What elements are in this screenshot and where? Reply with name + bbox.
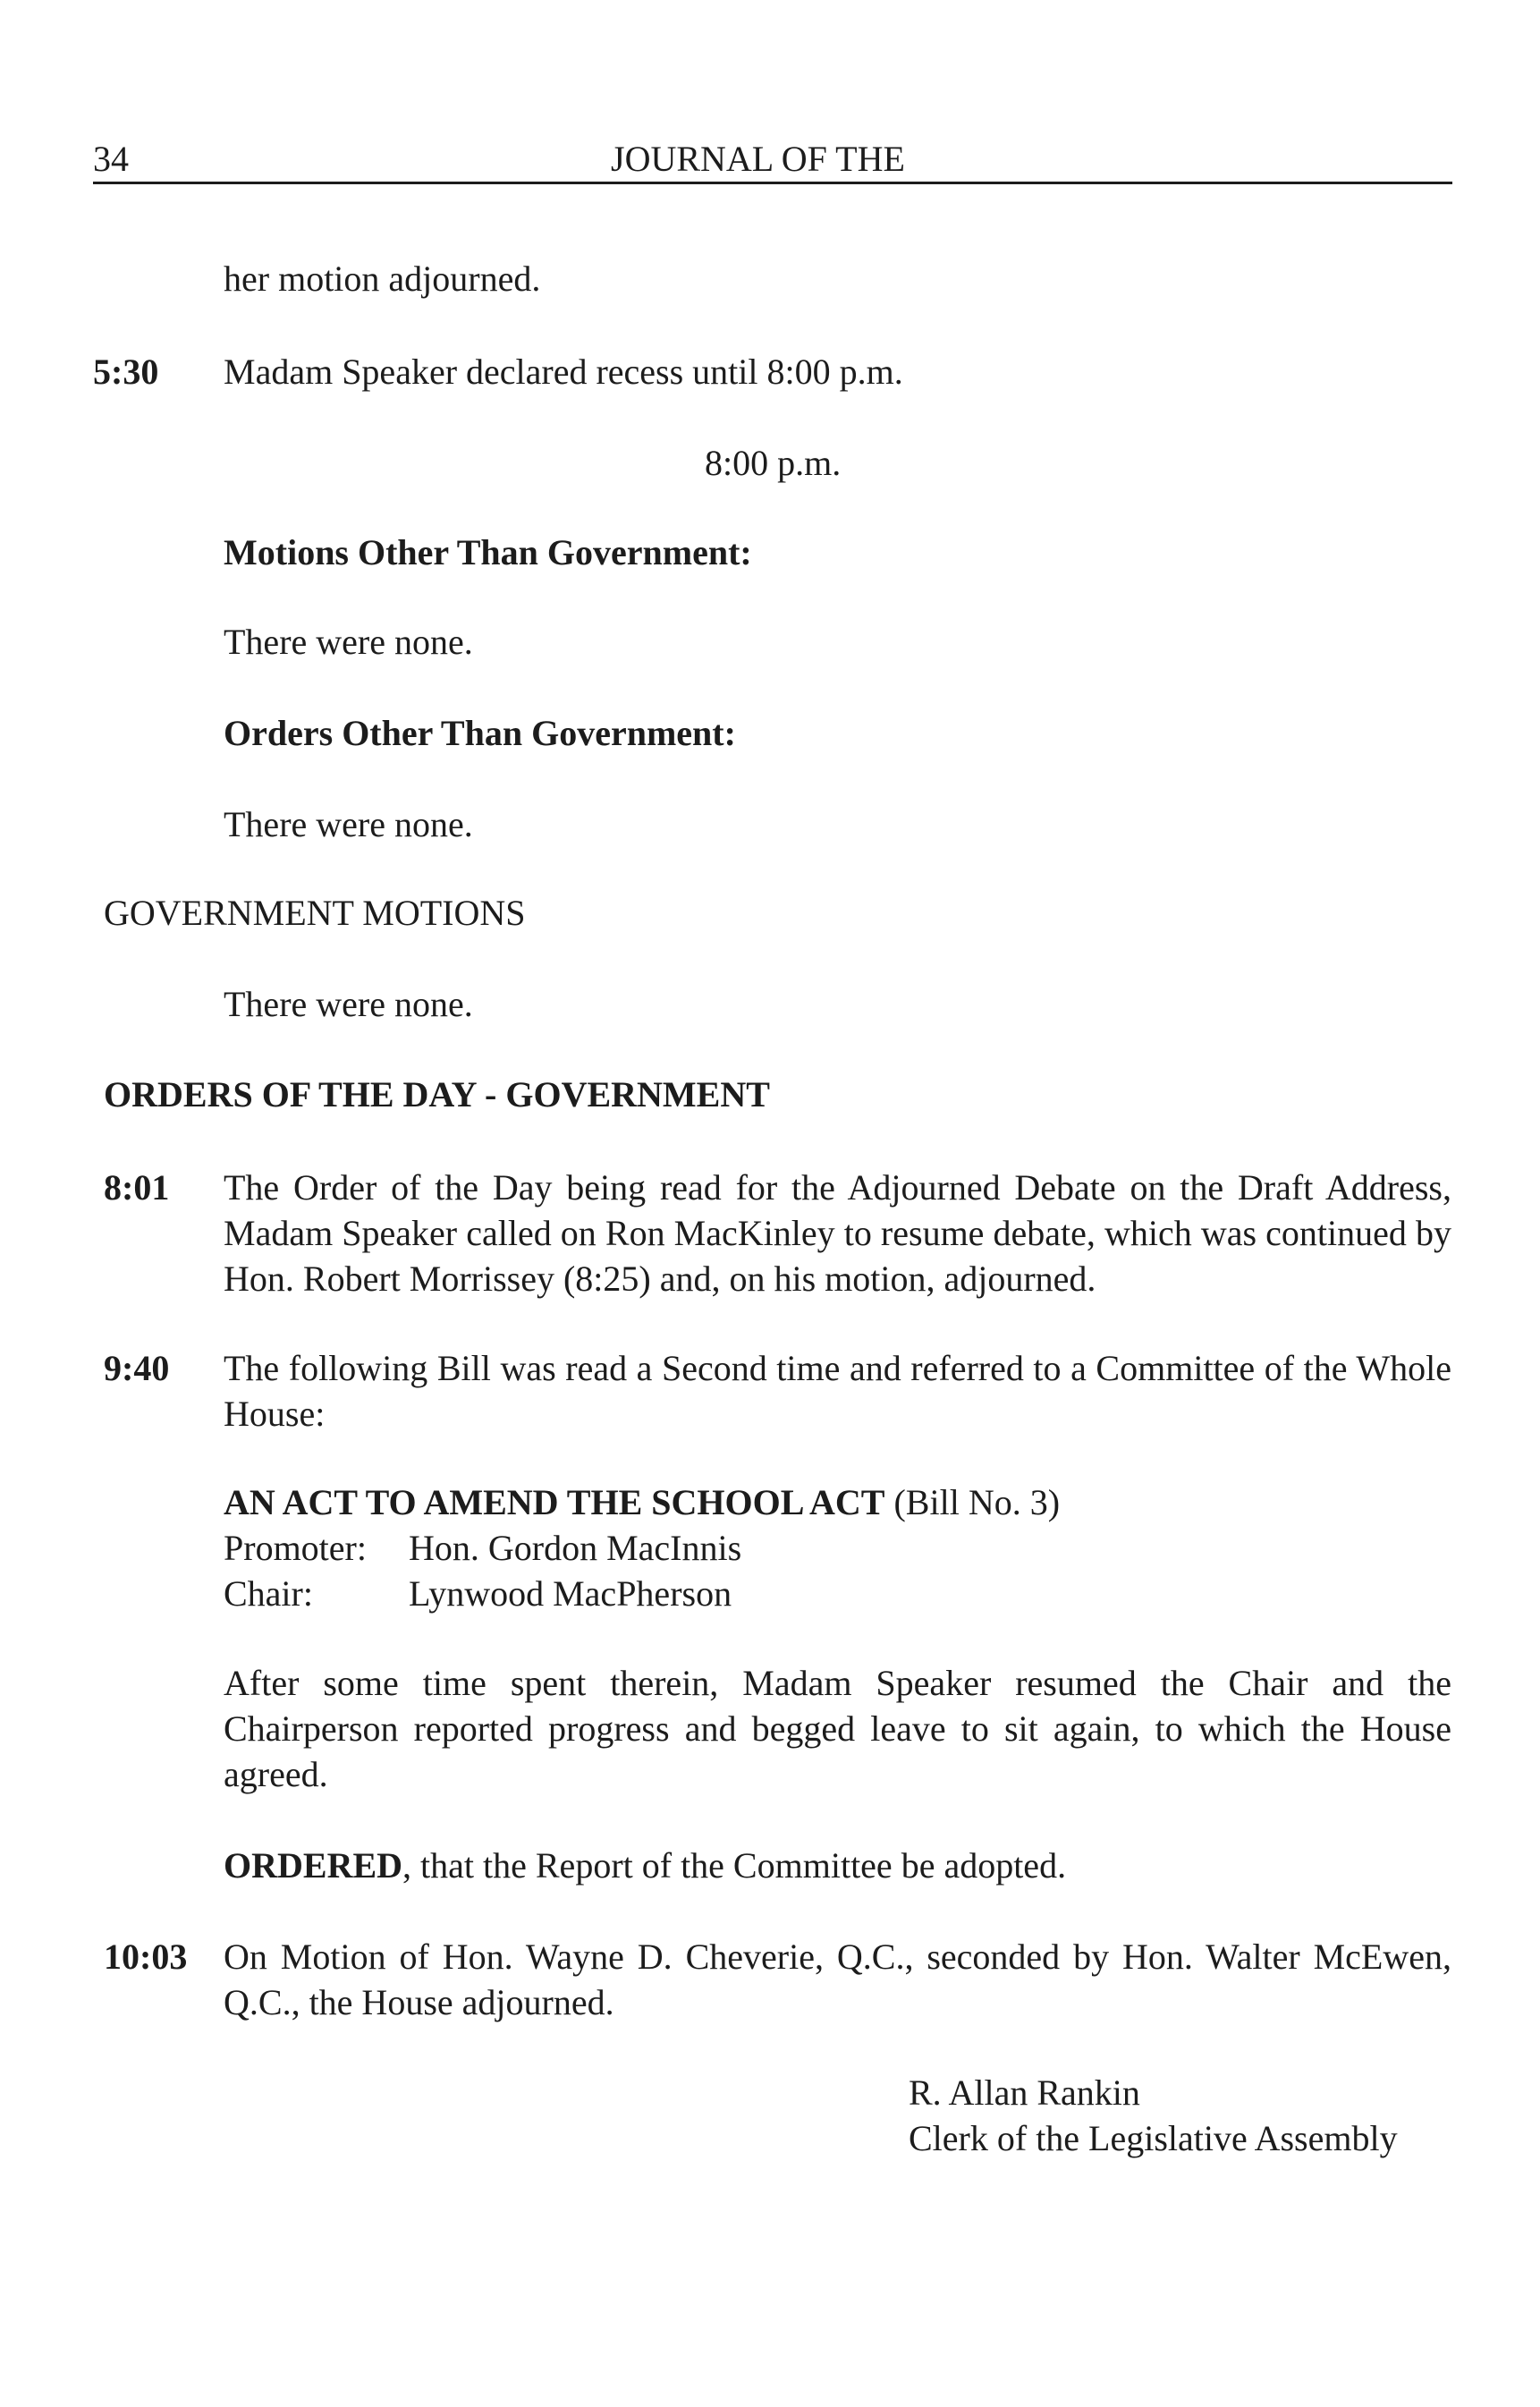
promoter-label: Promoter: bbox=[224, 1528, 367, 1568]
ordered-text: , that the Report of the Committee be adopted. bbox=[402, 1845, 1067, 1886]
time-9-40: 9:40 bbox=[104, 1348, 170, 1388]
orders-other-text: There were none. bbox=[224, 804, 473, 844]
motions-other-heading: Motions Other Than Government: bbox=[224, 532, 752, 572]
evening-time: 8:00 p.m. bbox=[705, 443, 842, 483]
chair-line bbox=[224, 1571, 1060, 1616]
bill-number: (Bill No. 3) bbox=[893, 1482, 1061, 1522]
chair-label: Chair: bbox=[224, 1573, 313, 1614]
signature-title: Clerk of the Legislative Assembly bbox=[909, 2118, 1398, 2158]
adjournment-paragraph: On Motion of Hon. Wayne D. Cheverie, Q.C., seconded by Hon. Walter McEwen, Q.C., the House adjourned. bbox=[224, 1937, 1451, 2022]
bill-title-line bbox=[224, 1479, 1060, 1525]
second-reading-paragraph: The following Bill was read a Second time and referred to a Committee of the Whole House: bbox=[224, 1348, 1451, 1434]
orders-of-day-heading: ORDERS OF THE DAY - GOVERNMENT bbox=[104, 1074, 770, 1115]
continuation-text: her motion adjourned. bbox=[224, 258, 541, 299]
page-number: 34 bbox=[93, 139, 129, 179]
chair-name: Lynwood MacPherson bbox=[409, 1573, 732, 1614]
bill-block bbox=[224, 1479, 1060, 1616]
bill-title: AN ACT TO AMEND THE SCHOOL ACT bbox=[224, 1482, 885, 1522]
time-10-03: 10:03 bbox=[104, 1937, 188, 1977]
running-title: JOURNAL OF THE bbox=[611, 139, 905, 179]
orders-other-heading: Orders Other Than Government: bbox=[224, 713, 736, 753]
motions-other-text: There were none. bbox=[224, 622, 473, 662]
promoter-line bbox=[224, 1525, 1060, 1571]
signature-name: R. Allan Rankin bbox=[909, 2072, 1140, 2113]
recess-text: Madam Speaker declared recess until 8:00 p.m. bbox=[224, 352, 903, 392]
header-rule bbox=[93, 182, 1452, 184]
government-motions-text: There were none. bbox=[224, 984, 473, 1024]
progress-paragraph: After some time spent therein, Madam Speaker resumed the Chair and the Chairperson reported progress and begged leave to sit again, to which the House agreed. bbox=[224, 1663, 1451, 1794]
promoter-name: Hon. Gordon MacInnis bbox=[409, 1528, 742, 1568]
time-5-30: 5:30 bbox=[93, 352, 159, 392]
debate-paragraph: The Order of the Day being read for the Adjourned Debate on the Draft Address, Madam Speaker called on Ron MacKinley to resume debate, which was continued by Hon. Robert Morrissey (8:25) and, on his motion, adjourned. bbox=[224, 1167, 1451, 1299]
ordered-line bbox=[224, 1843, 1066, 1888]
time-8-01: 8:01 bbox=[104, 1167, 170, 1208]
ordered-word: ORDERED bbox=[224, 1845, 403, 1886]
government-motions-heading: GOVERNMENT MOTIONS bbox=[104, 893, 526, 933]
